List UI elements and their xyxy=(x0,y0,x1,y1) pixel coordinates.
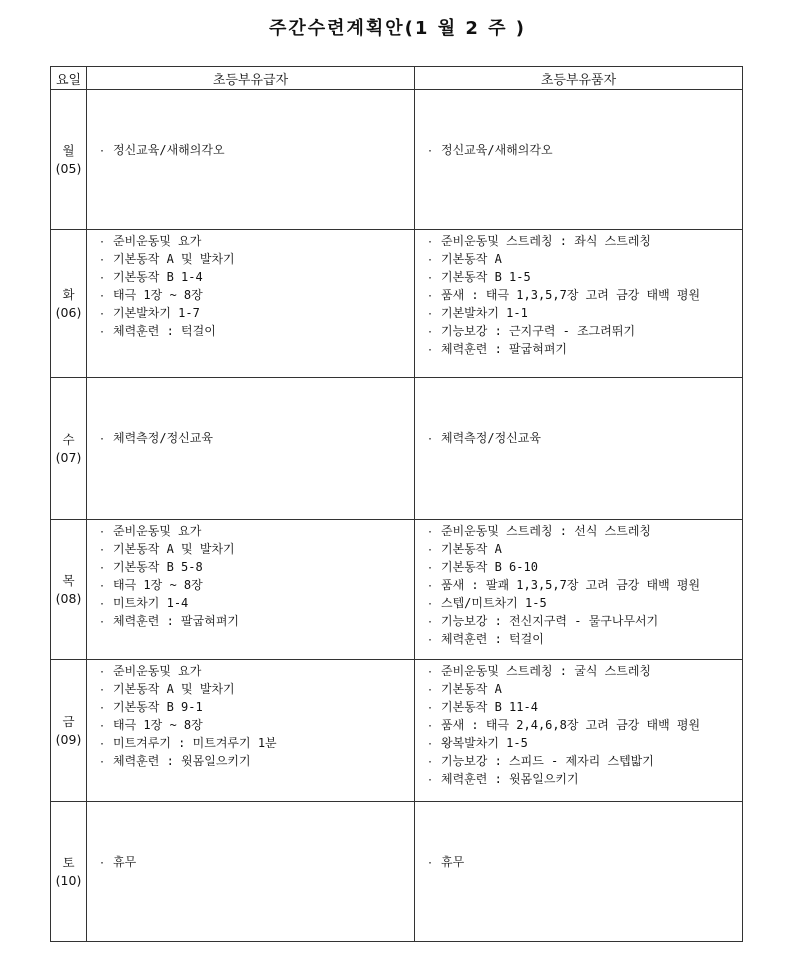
item-text: 스텝/미트차기 1-5 xyxy=(441,596,547,610)
bullet-icon: · xyxy=(427,757,434,768)
item-text: 기본동작 A 및 발차기 xyxy=(113,252,235,266)
list-item xyxy=(99,323,414,341)
item-text: 준비운동및 요가 xyxy=(113,664,202,678)
bullet-icon: · xyxy=(427,327,434,338)
list-item xyxy=(99,663,414,681)
list-item xyxy=(427,699,742,717)
bullet-icon: · xyxy=(99,255,106,266)
list-item xyxy=(427,631,742,649)
beginner-list xyxy=(87,230,414,341)
day-row xyxy=(51,520,743,660)
bullet-icon: · xyxy=(427,545,434,556)
list-item xyxy=(99,595,414,613)
header-beginner: 초등부유급자 xyxy=(87,67,415,90)
item-text: 태극 1장 ~ 8장 xyxy=(113,578,203,592)
day-date: (07) xyxy=(55,449,82,465)
bullet-icon: · xyxy=(427,273,434,284)
item-text: 체력훈련 : 턱걸이 xyxy=(441,632,544,646)
list-item xyxy=(99,681,414,699)
beginner-cell xyxy=(87,378,415,520)
item-text: 기본동작 B 6-10 xyxy=(441,560,538,574)
blackbelt-cell xyxy=(415,230,743,378)
blackbelt-cell xyxy=(415,378,743,520)
item-text: 기본동작 B 11-4 xyxy=(441,700,538,714)
bullet-icon: · xyxy=(427,434,434,445)
beginner-list xyxy=(87,520,414,631)
blackbelt-list xyxy=(415,802,742,872)
list-item xyxy=(99,142,414,160)
list-item xyxy=(99,577,414,595)
bullet-icon: · xyxy=(99,309,106,320)
bullet-icon: · xyxy=(427,581,434,592)
item-text: 준비운동및 요가 xyxy=(113,234,202,248)
list-item xyxy=(99,287,414,305)
weekly-plan-table xyxy=(50,66,743,942)
bullet-icon: · xyxy=(427,291,434,302)
blackbelt-cell xyxy=(415,802,743,942)
bullet-icon: · xyxy=(427,599,434,610)
blackbelt-cell xyxy=(415,660,743,802)
bullet-icon: · xyxy=(99,667,106,678)
day-cell xyxy=(51,660,87,802)
item-text: 태극 1장 ~ 8장 xyxy=(113,718,203,732)
bullet-icon: · xyxy=(99,327,106,338)
beginner-cell xyxy=(87,90,415,230)
beginner-list xyxy=(87,90,414,160)
item-text: 기능보강 : 스피드 - 제자리 스텝밟기 xyxy=(441,754,654,768)
item-text: 체력측정/정신교육 xyxy=(441,431,541,445)
list-item xyxy=(427,142,742,160)
item-text: 휴무 xyxy=(441,855,465,869)
day-name: 토 xyxy=(62,854,75,870)
item-text: 기본동작 A 및 발차기 xyxy=(113,542,235,556)
day-date: (10) xyxy=(55,872,82,888)
list-item xyxy=(427,305,742,323)
list-item xyxy=(427,681,742,699)
list-item xyxy=(427,251,742,269)
item-text: 미트겨루기 : 미트겨루기 1분 xyxy=(113,736,277,750)
day-date: (08) xyxy=(55,590,82,606)
list-item xyxy=(427,341,742,359)
item-text: 기본동작 A 및 발차기 xyxy=(113,682,235,696)
plan-body xyxy=(51,90,743,942)
page-title: 주간수련계획안(1 월 2 주 ) xyxy=(268,18,527,39)
list-item xyxy=(427,323,742,341)
list-item xyxy=(427,753,742,771)
day-row xyxy=(51,802,743,942)
bullet-icon: · xyxy=(427,721,434,732)
bullet-icon: · xyxy=(99,291,106,302)
item-text: 정신교육/새해의각오 xyxy=(113,143,225,157)
list-item xyxy=(99,541,414,559)
blackbelt-list xyxy=(415,378,742,448)
header-blackbelt: 초등부유품자 xyxy=(415,67,743,90)
bullet-icon: · xyxy=(99,146,106,157)
blackbelt-cell xyxy=(415,520,743,660)
item-text: 품새 : 팔괘 1,3,5,7장 고려 금강 태백 평원 xyxy=(441,578,701,592)
list-item xyxy=(427,613,742,631)
list-item xyxy=(427,735,742,753)
item-text: 체력훈련 : 팔굽혀펴기 xyxy=(441,342,568,356)
bullet-icon: · xyxy=(99,757,106,768)
bullet-icon: · xyxy=(99,563,106,574)
list-item xyxy=(427,287,742,305)
header-day: 요일 xyxy=(51,67,87,90)
beginner-cell xyxy=(87,660,415,802)
beginner-list xyxy=(87,378,414,448)
day-cell xyxy=(51,230,87,378)
bullet-icon: · xyxy=(427,739,434,750)
beginner-list xyxy=(87,802,414,872)
bullet-icon: · xyxy=(427,309,434,320)
bullet-icon: · xyxy=(427,635,434,646)
day-row xyxy=(51,378,743,520)
item-text: 기본동작 A xyxy=(441,542,502,556)
bullet-icon: · xyxy=(427,775,434,786)
list-item xyxy=(99,699,414,717)
bullet-icon: · xyxy=(99,721,106,732)
day-name: 월 xyxy=(62,142,75,158)
day-row xyxy=(51,660,743,802)
item-text: 준비운동및 스트레칭 : 좌식 스트레칭 xyxy=(441,234,652,248)
item-text: 기능보강 : 전신지구력 - 물구나무서기 xyxy=(441,614,659,628)
bullet-icon: · xyxy=(99,237,106,248)
item-text: 준비운동및 스트레칭 : 굴식 스트레칭 xyxy=(441,664,652,678)
bullet-icon: · xyxy=(427,146,434,157)
blackbelt-list xyxy=(415,230,742,359)
list-item xyxy=(427,541,742,559)
beginner-cell xyxy=(87,802,415,942)
bullet-icon: · xyxy=(99,434,106,445)
item-text: 미트차기 1-4 xyxy=(113,596,189,610)
item-text: 준비운동및 요가 xyxy=(113,524,202,538)
bullet-icon: · xyxy=(427,703,434,714)
item-text: 기본동작 B 5-8 xyxy=(113,560,203,574)
item-text: 품새 : 태극 2,4,6,8장 고려 금강 태백 평원 xyxy=(441,718,701,732)
bullet-icon: · xyxy=(99,685,106,696)
bullet-icon: · xyxy=(99,739,106,750)
list-item xyxy=(427,233,742,251)
bullet-icon: · xyxy=(427,527,434,538)
bullet-icon: · xyxy=(427,858,434,869)
bullet-icon: · xyxy=(427,345,434,356)
header-row xyxy=(51,67,743,90)
day-cell xyxy=(51,90,87,230)
list-item xyxy=(99,735,414,753)
bullet-icon: · xyxy=(427,255,434,266)
day-cell xyxy=(51,378,87,520)
item-text: 품새 : 태극 1,3,5,7장 고려 금강 태백 평원 xyxy=(441,288,701,302)
item-text: 기본동작 A xyxy=(441,252,502,266)
bullet-icon: · xyxy=(99,858,106,869)
list-item xyxy=(427,595,742,613)
list-item xyxy=(427,717,742,735)
day-date: (06) xyxy=(55,304,82,320)
day-date: (09) xyxy=(55,731,82,747)
item-text: 왕복발차기 1-5 xyxy=(441,736,528,750)
item-text: 기본동작 A xyxy=(441,682,502,696)
list-item xyxy=(99,717,414,735)
day-name: 화 xyxy=(62,286,75,302)
beginner-cell xyxy=(87,230,415,378)
blackbelt-list xyxy=(415,660,742,789)
blackbelt-list xyxy=(415,90,742,160)
list-item xyxy=(427,559,742,577)
item-text: 기본동작 B 9-1 xyxy=(113,700,203,714)
item-text: 기능보강 : 근지구력 - 조그려뛰기 xyxy=(441,324,636,338)
bullet-icon: · xyxy=(99,703,106,714)
list-item xyxy=(99,854,414,872)
bullet-icon: · xyxy=(99,273,106,284)
day-row xyxy=(51,90,743,230)
item-text: 체력훈련 : 윗몸일으키기 xyxy=(113,754,251,768)
bullet-icon: · xyxy=(427,685,434,696)
day-date: (05) xyxy=(55,160,82,176)
list-item xyxy=(427,854,742,872)
list-item xyxy=(99,613,414,631)
list-item xyxy=(427,523,742,541)
list-item xyxy=(99,559,414,577)
list-item xyxy=(99,430,414,448)
item-text: 준비운동및 스트레칭 : 선식 스트레칭 xyxy=(441,524,652,538)
bullet-icon: · xyxy=(427,617,434,628)
day-name: 목 xyxy=(62,572,75,588)
bullet-icon: · xyxy=(99,581,106,592)
bullet-icon: · xyxy=(427,563,434,574)
day-cell xyxy=(51,802,87,942)
item-text: 태극 1장 ~ 8장 xyxy=(113,288,203,302)
beginner-list xyxy=(87,660,414,771)
bullet-icon: · xyxy=(99,599,106,610)
item-text: 체력훈련 : 윗몸일으키기 xyxy=(441,772,579,786)
item-text: 기본동작 B 1-4 xyxy=(113,270,203,284)
bullet-icon: · xyxy=(99,527,106,538)
bullet-icon: · xyxy=(99,617,106,628)
item-text: 기본동작 B 1-5 xyxy=(441,270,531,284)
list-item xyxy=(427,577,742,595)
list-item xyxy=(99,251,414,269)
list-item xyxy=(427,269,742,287)
list-item xyxy=(427,663,742,681)
item-text: 정신교육/새해의각오 xyxy=(441,143,553,157)
list-item xyxy=(427,430,742,448)
bullet-icon: · xyxy=(99,545,106,556)
list-item xyxy=(99,523,414,541)
list-item xyxy=(99,753,414,771)
list-item xyxy=(99,269,414,287)
item-text: 기본발차기 1-7 xyxy=(113,306,200,320)
day-row xyxy=(51,230,743,378)
list-item xyxy=(99,305,414,323)
list-item xyxy=(427,771,742,789)
item-text: 휴무 xyxy=(113,855,137,869)
bullet-icon: · xyxy=(427,237,434,248)
day-name: 수 xyxy=(62,431,75,447)
blackbelt-list xyxy=(415,520,742,649)
item-text: 체력훈련 : 턱걸이 xyxy=(113,324,216,338)
item-text: 체력훈련 : 팔굽혀펴기 xyxy=(113,614,240,628)
blackbelt-cell xyxy=(415,90,743,230)
item-text: 체력측정/정신교육 xyxy=(113,431,213,445)
day-name: 금 xyxy=(62,713,75,729)
list-item xyxy=(99,233,414,251)
day-cell xyxy=(51,520,87,660)
bullet-icon: · xyxy=(427,667,434,678)
item-text: 기본발차기 1-1 xyxy=(441,306,528,320)
beginner-cell xyxy=(87,520,415,660)
